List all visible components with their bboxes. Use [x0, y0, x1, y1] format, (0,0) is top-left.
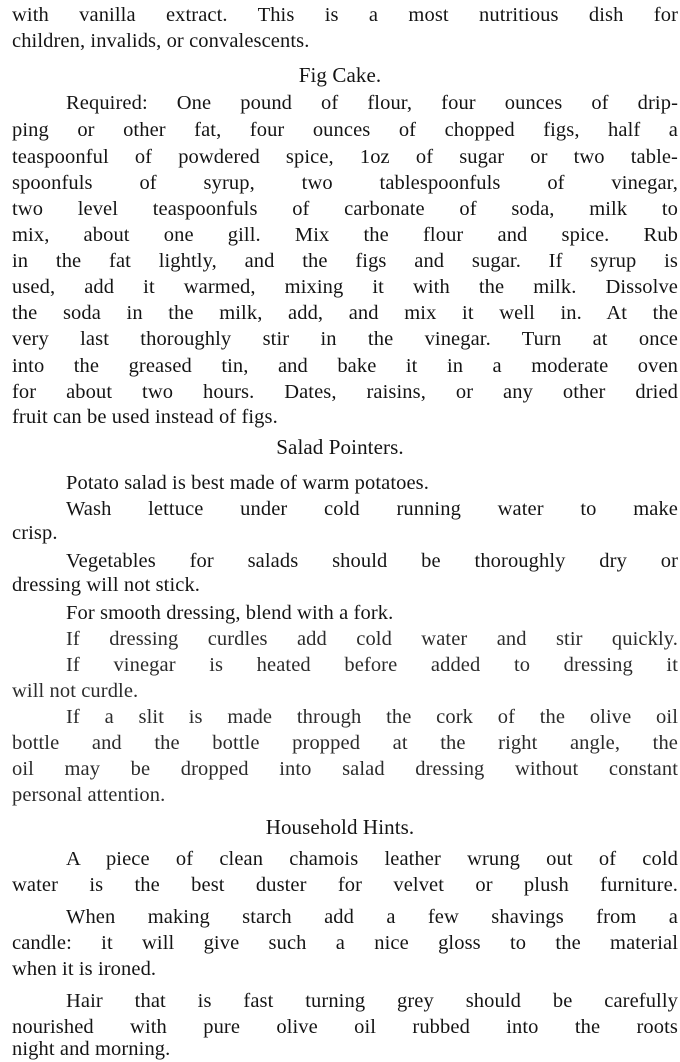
text-line: ping or other fat, four ounces of chopped figs, half a [12, 119, 678, 141]
text-line: If a slit is made through the cork of the olive oil [66, 706, 678, 728]
text-line: fruit can be used instead of figs. [12, 406, 278, 428]
text-line: with vanilla extract. This is a most nutritious dish for [12, 4, 678, 26]
text-line: teaspoonful of powdered spice, 1oz of sugar or two table- [12, 146, 678, 168]
text-line: very last thoroughly stir in the vinegar. Turn at once [12, 328, 678, 350]
text-line: A piece of clean chamois leather wrung out of cold [66, 848, 678, 870]
text-line: If vinegar is heated before added to dressing it [66, 654, 678, 676]
text-line: for about two hours. Dates, raisins, or any other dried [12, 381, 678, 403]
text-line: will not curdle. [12, 680, 139, 702]
text-line: two level teaspoonfuls of carbonate of soda, milk to [12, 198, 678, 220]
text-line: mix, about one gill. Mix the flour and spice. Rub [12, 224, 678, 246]
text-line: bottle and the bottle propped at the right angle, the [12, 732, 678, 754]
text-line: children, invalids, or convalescents. [12, 30, 310, 52]
text-line: night and morning. [12, 1038, 171, 1060]
text-line: spoonfuls of syrup, two tablespoonfuls of vinegar, [12, 172, 678, 194]
text-line: Vegetables for salads should be thoroughly dry or [66, 550, 678, 572]
text-line: dressing will not stick. [12, 574, 201, 596]
text-line: personal attention. [12, 784, 166, 806]
text-line: water is the best duster for velvet or plush furniture. [12, 874, 678, 896]
text-line: Required: One pound of flour, four ounces of drip- [66, 92, 678, 114]
text-line: the soda in the milk, add, and mix it well in. At the [12, 302, 678, 324]
text-line: oil may be dropped into salad dressing without constant [12, 758, 678, 780]
text-line: When making starch add a few shavings from a [66, 906, 678, 928]
text-line: Hair that is fast turning grey should be carefully [66, 990, 678, 1012]
text-line: Wash lettuce under cold running water to make [66, 498, 678, 520]
text-line: crisp. [12, 522, 58, 544]
text-line: used, add it warmed, mixing it with the milk. Dissolve [12, 276, 678, 298]
text-line: Potato salad is best made of warm potatoes. [66, 472, 429, 494]
text-line: when it is ironed. [12, 958, 157, 980]
section-heading-salad-pointers: Salad Pointers. [276, 435, 404, 459]
text-line: If dressing curdles add cold water and stir quickly. [66, 628, 678, 650]
section-heading-fig-cake: Fig Cake. [298, 63, 382, 87]
section-heading-household-hints: Household Hints. [265, 815, 415, 839]
text-line: For smooth dressing, blend with a fork. [66, 602, 394, 624]
text-line: in the fat lightly, and the figs and sugar. If syrup is [12, 250, 678, 272]
text-line: candle: it will give such a nice gloss to the material [12, 932, 678, 954]
text-line: into the greased tin, and bake it in a moderate oven [12, 355, 678, 377]
text-line: nourished with pure olive oil rubbed into the roots [12, 1016, 678, 1038]
